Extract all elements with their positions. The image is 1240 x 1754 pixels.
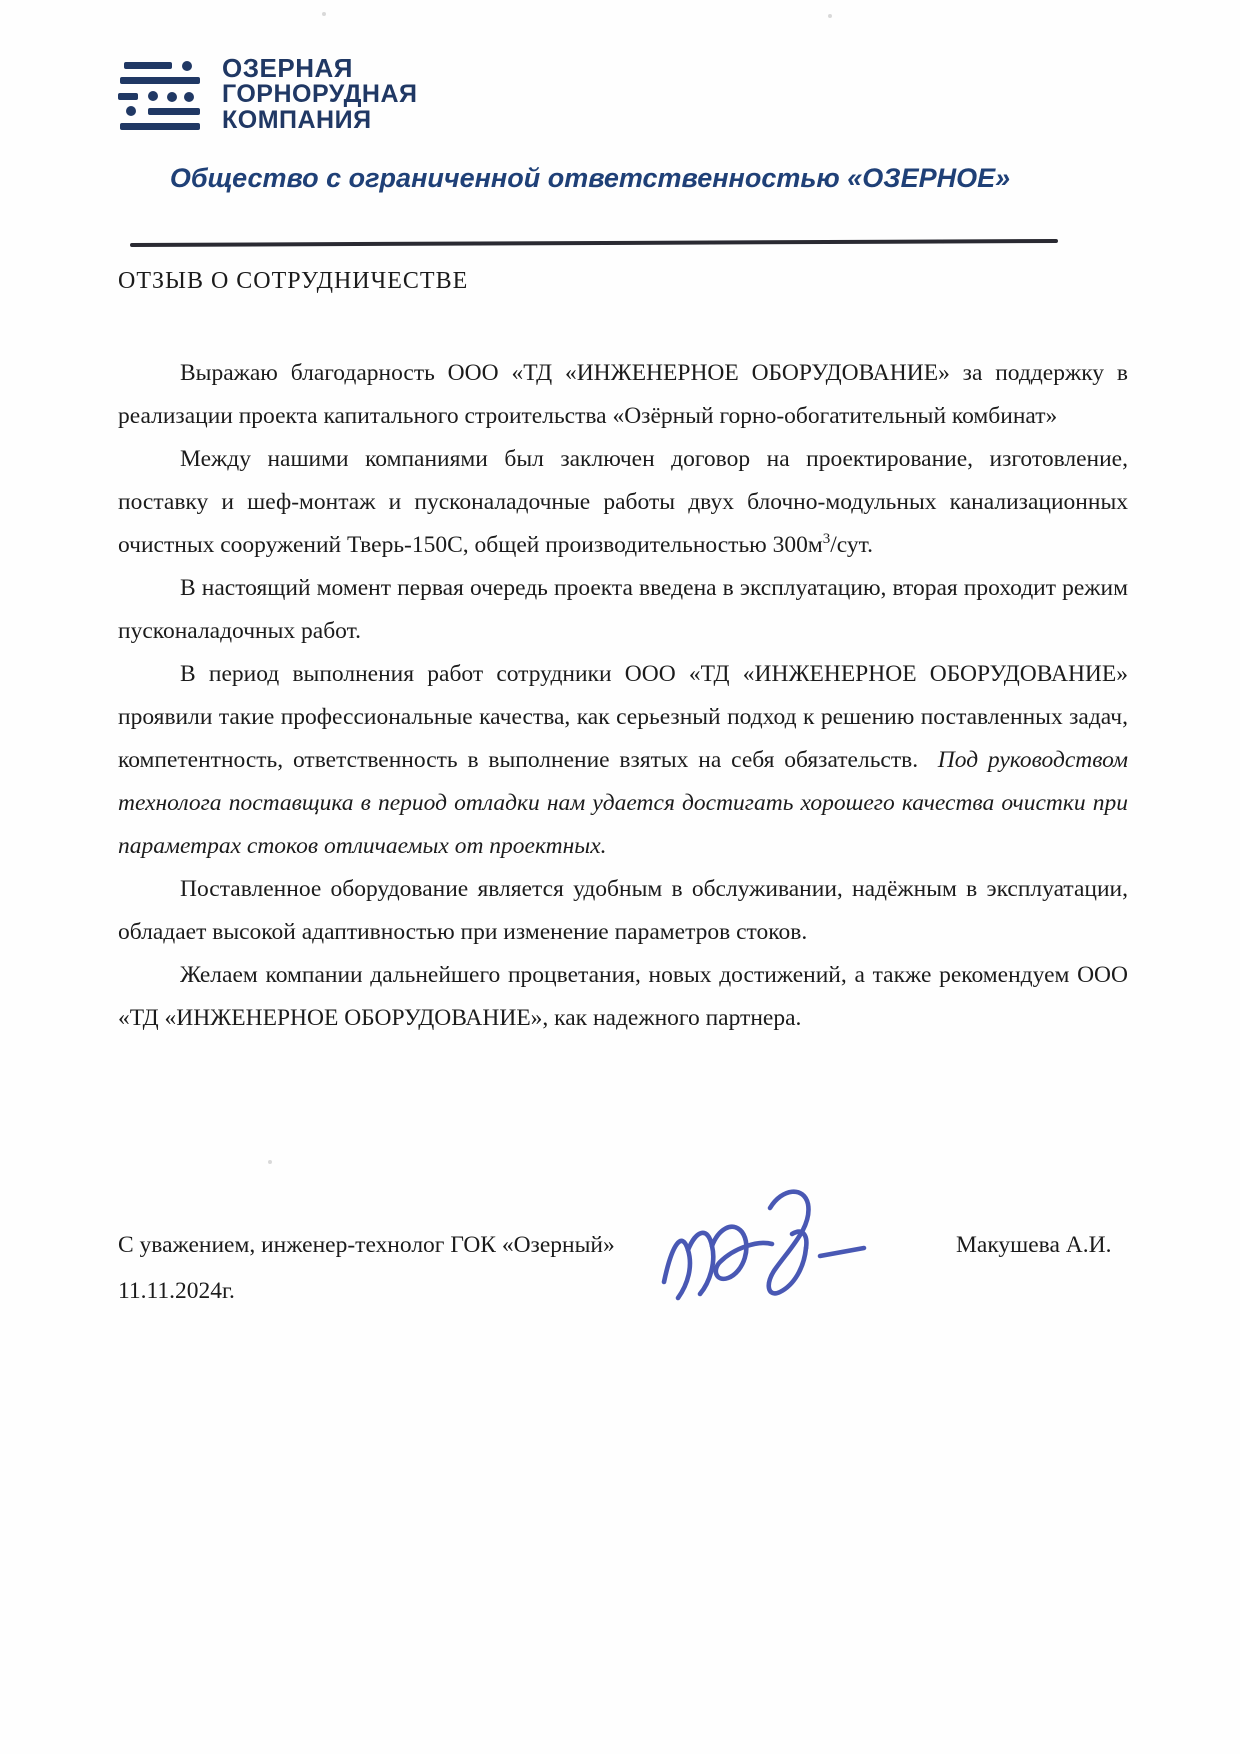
paragraph-2: Между нашими компаниями был заключен договор на проектирование, изготовление, поставку и шеф-монтаж и пусконаладочные работы двух блочно-модульных канализационных очистных сооружений Тверь-150С, общей производительностью $300м^3$/сут. [118, 446, 1128, 558]
scan-speck [828, 14, 832, 18]
signature-closing: С уважением, инженер-технолог ГОК «Озерный» [118, 1232, 615, 1258]
paragraph-4: В период выполнения работ сотрудники ООО «ТД «ИНЖЕНЕРНОЕ ОБОРУДОВАНИЕ» проявили такие профессиональные качества, как серьезный подход к решению поставленных задач, компетентность, ответственность в выполнение взятых на себя обязательств. Под руководством технолога поставщика в период отладки нам удается достигать хорошего качества очистки при параметрах стоков отличаемых от проектных. [118, 661, 1128, 859]
paragraph-1: Выражаю благодарность ООО «ТД «ИНЖЕНЕРНОЕ ОБОРУДОВАНИЕ» за поддержку в реализации проекта капитального строительства «Озёрный горно-обогатительный комбинат» [118, 360, 1128, 429]
superscript-cubed: 3 [822, 531, 831, 548]
document-title: ОТЗЫВ О СОТРУДНИЧЕСТВЕ [118, 268, 469, 294]
logo-line-2: ГОРНОРУДНАЯ [222, 80, 418, 108]
logo-line-1: ОЗЕРНАЯ [222, 53, 353, 83]
company-full-name: Общество с ограниченной ответственностью «ОЗЕРНОЕ» [169, 163, 1011, 193]
paragraph-5: Поставленное оборудование является удобным в обслуживании, надёжным в эксплуатации, обладает высокой адаптивностью при изменение параметров стоков. [118, 876, 1128, 945]
morse-logo-icon [118, 56, 200, 132]
paragraph-3: В настоящий момент первая очередь проекта введена в эксплуатацию, вторая проходит режим пусконаладочных работ. [118, 575, 1128, 644]
scan-speck [322, 12, 326, 16]
signature-block [118, 1218, 1128, 1298]
handwritten-signature [658, 1182, 908, 1312]
letter-date: 11.11.2024г. [118, 1278, 235, 1304]
logo-wordmark [222, 55, 417, 133]
scan-speck [268, 1160, 272, 1164]
paragraph-6: Желаем компании дальнейшего процветания, новых достижений, а также рекомендуем ООО «ТД «ИНЖЕНЕРНОЕ ОБОРУДОВАНИЕ», как надежного партнера. [118, 962, 1128, 1031]
signer-name: Макушева А.И. [956, 1232, 1112, 1258]
letter-body [118, 352, 1128, 1040]
header-divider [130, 239, 1058, 247]
company-logo [118, 55, 417, 133]
italic-run: Под руководством технолога поставщика в период отладки нам удается достигать хорошего качества очистки при параметрах стоков отличаемых от проектных. [118, 747, 1128, 859]
logo-line-3: КОМПАНИЯ [222, 106, 372, 134]
